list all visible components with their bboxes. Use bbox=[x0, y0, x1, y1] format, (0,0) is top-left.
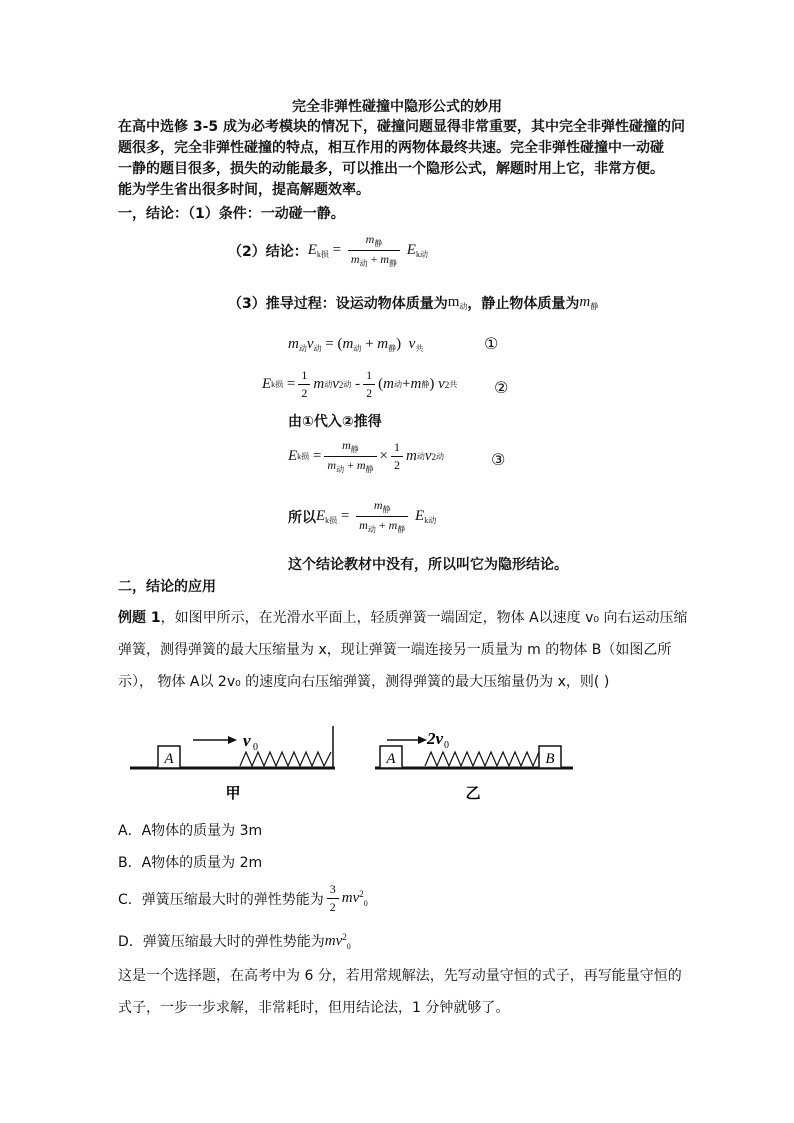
section-two-heading: 二，结论的应用 bbox=[118, 579, 216, 595]
example-label: 例题 1 bbox=[118, 610, 161, 626]
intro-line: 能为学生省出很多时间，提高解题效率。 bbox=[118, 182, 370, 198]
marker-1: ① bbox=[484, 334, 499, 353]
block-b-label: B bbox=[545, 751, 555, 767]
conclusion-label: （2）结论： bbox=[228, 243, 308, 260]
derivation-label: （3）推导过程：设运动物体质量为 bbox=[228, 296, 448, 312]
page-title: 完全非弹性碰撞中隐形公式的妙用 bbox=[292, 99, 502, 115]
so-label: 所以 bbox=[288, 509, 316, 526]
spring-left bbox=[240, 752, 331, 766]
intro-line: 一静的题目很多，损失的动能最多，可以推出一个隐形公式，解题时用上它，非常方便。 bbox=[118, 161, 664, 177]
closing-line: 这是一个选择题，在高考中为 6 分，若用常规解法，先写动量守恒的式子，再写能量守恒的 bbox=[118, 968, 682, 984]
svg-text:0: 0 bbox=[253, 742, 258, 753]
formula-expression: $E_{k损}$ = $\frac{m_静}{m_动 + m_静}$ $E_{k动}$ bbox=[307, 232, 428, 268]
velocity-left: v bbox=[243, 731, 251, 750]
example-line: 示）， 物体 A以 2v₀ 的速度向右压缩弹簧，测得弹簧的最大压缩量仍为 x，则( ) bbox=[118, 674, 610, 690]
example-1 bbox=[118, 602, 687, 698]
velocity-right: 2v bbox=[427, 729, 444, 748]
example-line: 弹簧，测得弹簧的最大压缩量为 x，现让弹簧一端连接另一质量为 m 的物体 B（如图乙所 bbox=[118, 642, 672, 658]
caption-right: 乙 bbox=[465, 784, 481, 802]
final-formula: 所以 $E_{k损}$ = $\frac{m_静}{m_动 + m_静}$ $E_{k动}$ bbox=[288, 498, 437, 534]
spring-right bbox=[425, 752, 539, 766]
option-d: D． 弹簧压缩最大时的弹性势能为 mv $^2_0$ bbox=[118, 931, 351, 951]
figure-left bbox=[130, 726, 335, 768]
option-a: A．A物体的质量为 3m bbox=[118, 823, 263, 839]
block-a-right-label: A bbox=[386, 751, 396, 767]
closing-paragraph bbox=[118, 960, 682, 1024]
caption-left: 甲 bbox=[225, 784, 241, 802]
intro-line: 题很多，完全非弹性碰撞的特点，相互作用的两物体最终共速。完全非弹性碰撞中一动碰 bbox=[118, 140, 664, 156]
derivation-mid: ，静止物体质量为 bbox=[467, 296, 580, 312]
intro-line: 在高中选修 3-5 成为必考模块的情况下，碰撞问题显得非常重要，其中完全非弹性碰撞的问 bbox=[118, 119, 686, 135]
section-one-heading: 一，结论：（1）条件：一动碰一静。 bbox=[118, 206, 345, 222]
marker-3: ③ bbox=[491, 450, 506, 469]
equation-result: E k损 = $\frac{m_静}{m_动 + m_静}$ × $\frac{1}{2}$ m 动 v 2 动 bbox=[288, 438, 444, 474]
equation-momentum: $m_动v_动 = (m_动 + m_静)$ $v_共$ bbox=[288, 336, 424, 353]
figure-right bbox=[375, 729, 573, 768]
closing-line: 式子，一步一步求解，非常耗时，但用结论法，1 分钟就够了。 bbox=[118, 1000, 510, 1016]
block-a-left-label: A bbox=[164, 751, 174, 767]
example-line: ，如图甲所示，在光滑水平面上，轻质弹簧一端固定，物体 A以速度 v₀ 向右运动压缩 bbox=[160, 610, 688, 626]
derive-text: 由①代入②推得 bbox=[288, 414, 382, 430]
marker-2: ② bbox=[494, 378, 509, 397]
option-b: B．A物体的质量为 2m bbox=[118, 855, 263, 871]
svg-text:0: 0 bbox=[444, 740, 449, 751]
equation-energy: E k损 = $\frac{1}{2}$ m 动 v 2 动 - $\frac{1}{2}$ ( m 动 + m 静 ) v 2 共 bbox=[262, 368, 458, 400]
option-c: C． 弹簧压缩最大时的弹性势能为 $\frac{3}{2}$ mv $^2_0$ bbox=[118, 882, 368, 914]
intro-paragraph bbox=[118, 117, 685, 201]
hidden-conclusion-note: 这个结论教材中没有，所以叫它为隐形结论。 bbox=[288, 557, 568, 573]
derivation-heading: （3）推导过程：设运动物体质量为 $m_动$ ，静止物体质量为 $m_静$ bbox=[228, 294, 599, 312]
conclusion-formula bbox=[228, 232, 428, 269]
spring-figure bbox=[125, 718, 585, 808]
